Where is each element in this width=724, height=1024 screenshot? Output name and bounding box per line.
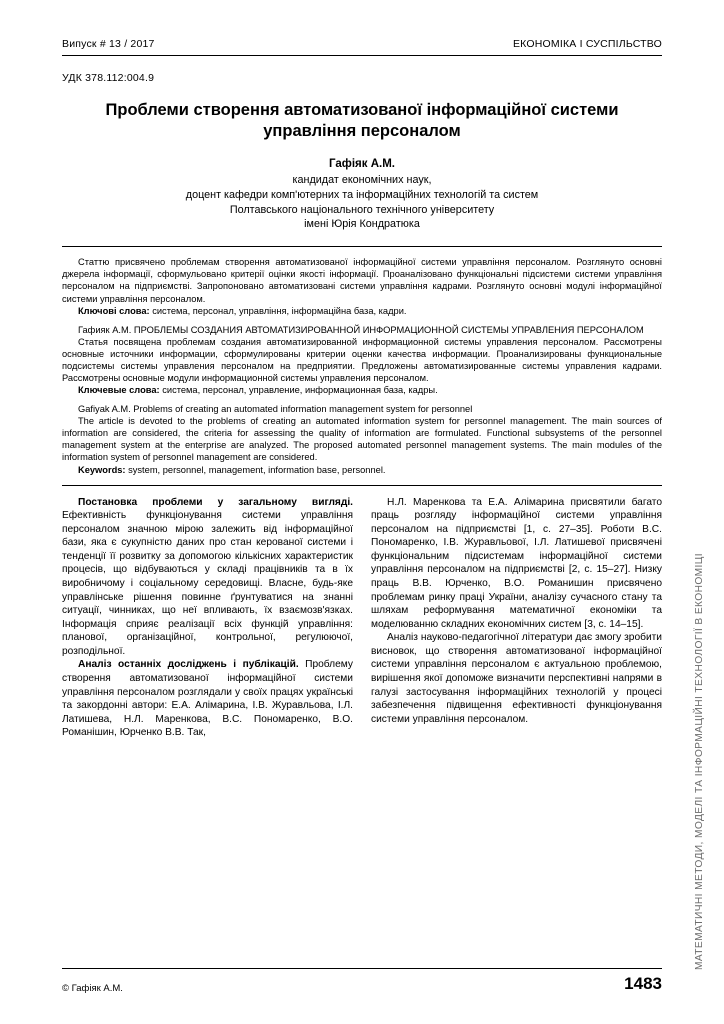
body-column-right [371,496,662,740]
author-position: доцент кафедри комп'ютерних та інформаційних технологій та систем [185,188,539,201]
abstract-ru-heading: Гафияк А.М. ПРОБЛЕМЫ СОЗДАНИЯ АВТОМАТИЗИРОВАННОЙ ИНФОРМАЦИОННОЙ СИСТЕМЫ УПРАВЛЕНИЯ ПЕРСОНАЛОМ [78,324,644,335]
abstract-en-heading: Gafiyak A.M. Problems of creating an automated information management system for personnel [78,404,473,415]
paragraph-conclusion-intro: Аналіз науково-педагогічної літератури дає змогу зробити висновок, що створення автоматизованої інформаційної системи управління персоналом є актуальною проблемою, вирішення якої допоможе визначити перспективні напрями в галузі застосування інформаційних технологій у процесі забезпечення підвищення ефективності функціонування системи управління персоналом. [371,632,662,725]
runin-literature-review: Аналіз останніх досліджень і публікацій. [78,659,299,671]
running-head [62,38,662,56]
paragraph-literature-review [62,658,353,739]
keywords-label-uk: Ключові слова: [78,305,150,316]
body-columns [62,496,662,740]
abstract-ru-text: Статья посвящена проблемам создания автоматизированной информационной системы управления персоналом. Рассмотрены основные источники информации, сформулированы критерии оценки качества информации. Проанализированы функциональные подсистемы системы управления персоналом на предприятии. Предложены автоматизированные системы управления кадрами. Рассмотрены основные модули информационной системы управления персоналом. [62,336,662,383]
page-footer [62,968,662,994]
keywords-en: system, personnel, management, information base, personnel. [125,464,386,475]
keywords-uk: система, персонал, управління, інформаційна база, кадри. [149,305,407,316]
section-band-label: МАТЕМАТИЧНІ МЕТОДИ, МОДЕЛІ ТА ІНФОРМАЦІЙНІ ТЕХНОЛОГІЇ В ЕКОНОМІЦІ [694,553,705,970]
udc-code: УДК 378.112:004.9 [62,72,155,84]
abstract-en-text: The article is devoted to the problems of creating an automated information system for personnel management. The main sources of information are considered, the criteria for assessing the quality of information are formulated. Functional subsystems of the personnel management system at the enterprise are analyzed. The proposed automated personnel management systems. The main modules of the information system of personnel management are considered. [62,416,662,463]
running-head-issue: Випуск # 13 / 2017 [62,38,155,50]
text-literature-review: Проблему створення автоматизованої інформаційної системи управління персоналом розглядали у своїх працях українські та закордонні автори: Е.А. Алімарина, І.В. Журавльова, І.Л. Латишева, Н.Л. Маренкова, В.С. Пономаренко, В.О. Романішин, Юрченко В.В. Так, [62,659,353,739]
abstract-en-keywords [62,464,662,476]
running-head-journal: ЕКОНОМІКА І СУСПІЛЬСТВО [512,38,662,50]
abstract-ru-keywords [62,384,662,396]
author-affiliation-2: імені Юрія Кондратюка [304,218,420,231]
paragraph-references-survey: Н.Л. Маренкова та Е.А. Алімарина присвятили багато праць розгляду інформаційної системи управління персоналом на підприємстві [1, с. 27–35]. Роботи В.С. Пономаренко, І.В. Журавльової, І.Л. Латишевої присвячені функціональним підсистемам інформаційної системи управління персоналом на підприємстві [2, с. 15–27]. Низку праць В.В. Юрченко, В.О. Романишин присвячено проблемам ринку праці України, аналізу сучасного стану та шляхам реформування математичної економіки та моделюванню складних економічних систем [3, с. 14–15]. [371,496,662,630]
author-block [62,157,662,232]
paragraph-problem-statement [62,496,353,659]
text-problem-statement: Ефективність функціонування системи управління персоналом значною мірою залежить від інформаційної бази, яка є сукупністю даних про стан керованої системи і тенденції її розвитку за допомогою кількісних характеристик процесів, що відбуваються у складі працівників та в їх виробничому і соціальному середовищі. Власне, будь-яке управлінське рішення повинне ґрунтуватися на знанні ситуації, чинниках, що неї впливають, їх взаємозв'язках. Інформація сприяє реалізації всіх функцій управління: планової, організаційної, контрольної, регулюючої, розподільної. [62,510,353,657]
runin-problem-statement: Постановка проблеми у загальному вигляді. [78,496,353,508]
divider-bottom [62,485,662,486]
divider-top [62,246,662,247]
abstract-ru [62,324,662,396]
abstracts [62,256,662,475]
author-affiliation: Полтавського національного технічного університету [229,203,495,216]
body-column-left [62,496,353,740]
abstract-en [62,403,662,475]
abstract-uk-text: Статтю присвячено проблемам створення автоматизованої інформаційної системи управління персоналом. Розглянуто основні джерела інформації, сформульовано критерії оцінки якості інформації. Проаналізовано функціональні підсистеми системи управління персоналом на підприємстві. Запропоновано автоматизовані системи управління кадрами. Розглянуто основні модулі інформаційної системи управління персоналом. [62,257,662,304]
author-name: Гафіяк А.М. [329,157,395,170]
keywords-label-ru: Ключевые слова: [78,385,160,396]
keywords-label-en: Keywords: [78,464,126,475]
author-degree: кандидат економічних наук, [292,173,432,186]
page-title: Проблеми створення автоматизованої інформаційної системи управління персоналом [105,101,619,141]
abstract-uk [62,256,662,316]
copyright-notice: © Гафіяк А.М. [62,983,123,994]
abstract-uk-keywords [62,305,662,317]
keywords-ru: система, персонал, управление, информационная база, кадры. [159,385,438,396]
page-number: 1483 [624,974,662,993]
